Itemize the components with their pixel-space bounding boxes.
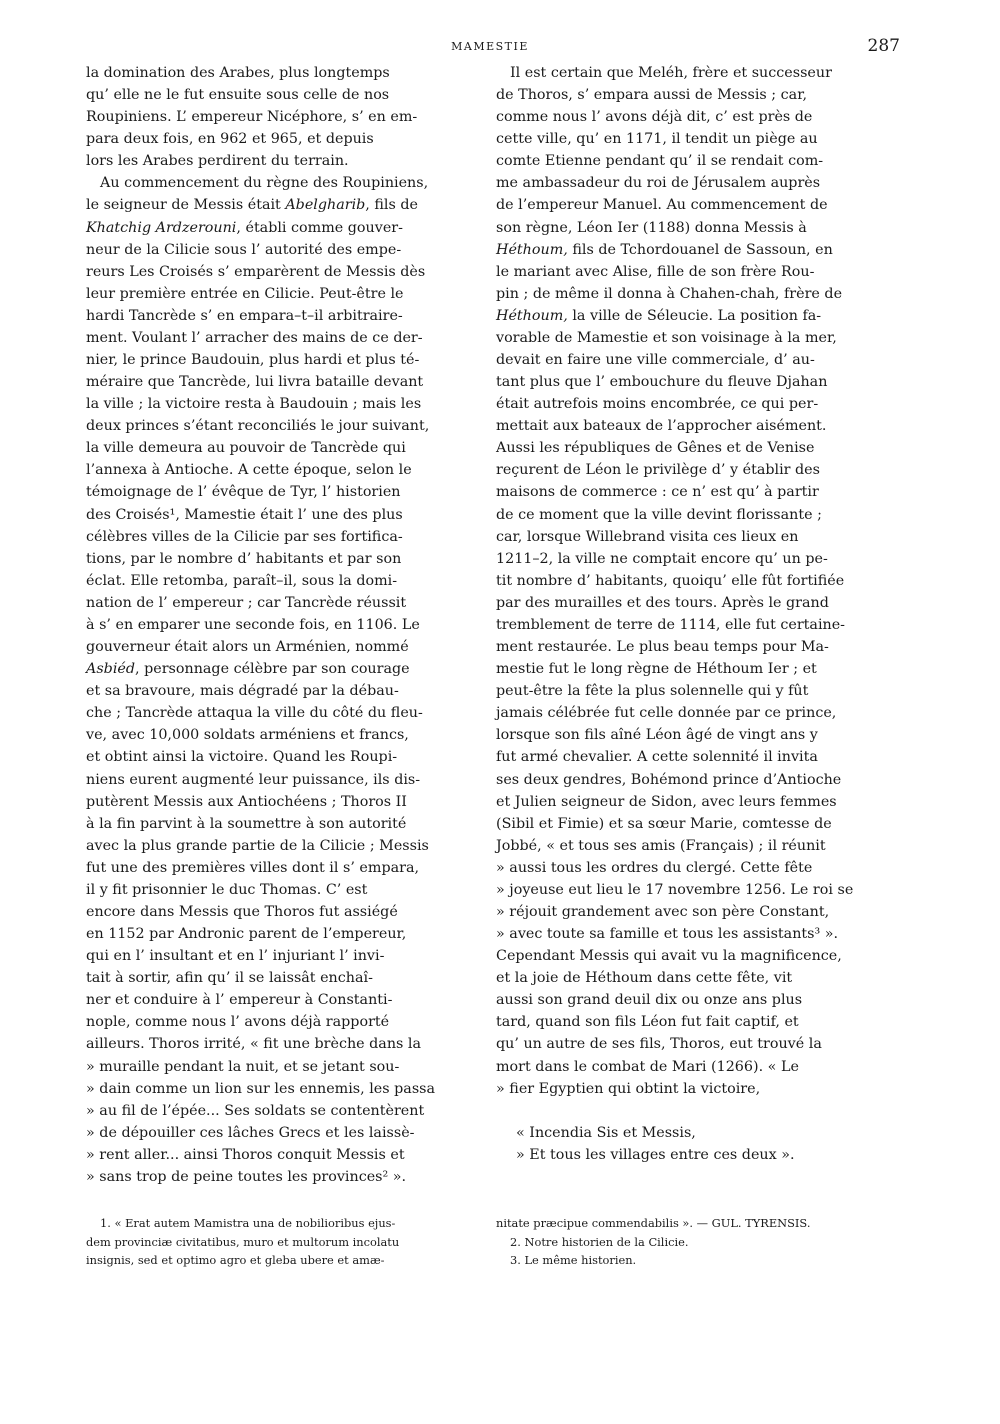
text-line: maisons de commerce : ce n’ est qu’ à partir — [496, 484, 819, 501]
text-line: la domination des Arabes, plus longtemps — [86, 65, 390, 81]
text-line: nier, le prince Baudouin, plus hardi et plus té- — [86, 352, 420, 369]
text-line: ment. Voulant l’ arracher des mains de ce der- — [86, 329, 423, 346]
text-line: » fier Egyptien qui obtint la victoire, — [496, 1080, 761, 1097]
text-line: ment restaurée. Le plus beau temps pour Ma- — [496, 639, 829, 656]
text-line: il y fit prisonnier le duc Thomas. C’ est — [86, 881, 368, 898]
text-line: qu’ un autre de ses fils, Thoros, eut trouvé la — [496, 1036, 822, 1053]
text-line: » rent aller... ainsi Thoros conquit Messis et — [86, 1146, 405, 1163]
text-line: lorsque son fils aîné Léon âgé de vingt ans y — [496, 727, 818, 744]
text-line: lors les Arabes perdirent du terrain. — [86, 153, 349, 170]
text-line: à la fin parvint à la soumettre à son autorité — [86, 815, 407, 832]
text-line: le seigneur de Messis était Abelgharib, fils de — [86, 197, 418, 214]
text-line: » muraille pendant la nuit, et se jetant sou- — [86, 1058, 400, 1075]
footnote-line: dem provinciæ civitatibus, muro et multorum incolatu — [86, 1234, 400, 1249]
text-line: » sans trop de peine toutes les provinces² ». — [86, 1168, 407, 1185]
text-line: tremblement de terre de 1114, elle fut certaine- — [496, 616, 846, 633]
text-line: de l’empereur Manuel. Au commencement de — [496, 197, 828, 214]
text-line: Au commencement du règne des Roupiniens, — [100, 175, 429, 192]
text-line: » réjouit grandement avec son père Constant, — [496, 903, 830, 920]
footnote-line: 1. « Erat autem Mamistra una de nobilioribus ejus- — [100, 1216, 396, 1230]
text-line: et sa bravoure, mais dégradé par la débau- — [86, 683, 399, 700]
text-line: encore dans Messis que Thoros fut assiégé — [86, 903, 398, 920]
text-line: cette ville, qu’ en 1171, il tendit un piège au — [496, 131, 818, 148]
text-line: » de dépouiller ces lâches Grecs et les laissè- — [86, 1124, 415, 1141]
footnote-line: insignis, sed et optimo agro et gleba ubere et amæ- — [86, 1253, 385, 1267]
text-line: devait en faire une ville commerciale, d’ au- — [496, 352, 815, 369]
text-line: tait à sortir, afin qu’ il se laissât enchaî- — [86, 970, 373, 987]
text-line: neur de la Cilicie sous l’ autorité des empe- — [86, 241, 402, 258]
text-line: vorable de Mamestie et son voisinage à la mer, — [496, 329, 837, 346]
text-line: et Julien seigneur de Sidon, avec leurs femmes — [496, 793, 837, 810]
verse-line: » Et tous les villages entre ces deux ». — [516, 1146, 795, 1163]
text-line: deux princes s’étant reconciliés le jour suivant, — [86, 418, 430, 435]
text-line: car, lorsque Willebrand visita ces lieux en — [496, 528, 799, 545]
text-line: de Thoros, s’ empara aussi de Messis ; car, — [496, 87, 808, 104]
text-line: reurs Les Croisés s’ emparèrent de Messis dès — [86, 263, 426, 280]
text-line: Roupiniens. L’ empereur Nicéphore, s’ en em- — [86, 109, 418, 126]
text-line: tard, quand son fils Léon fut fait captif, et — [496, 1014, 799, 1031]
text-line: tions, par le nombre d’ habitants et par son — [86, 550, 402, 567]
page-number: 287 — [867, 36, 900, 56]
text-line: célèbres villes de la Cilicie par ses fortifica- — [86, 528, 403, 545]
text-line: Cependant Messis qui avait vu la magnificence, — [496, 948, 842, 965]
text-line: tant plus que l’ embouchure du fleuve Djahan — [496, 374, 828, 391]
text-line: Khatchig Ardzerouni, établi comme gouver- — [86, 219, 403, 236]
text-line: Aussi les républiques de Gênes et de Venise — [496, 440, 815, 457]
text-line: » joyeuse eut lieu le 17 novembre 1256. Le roi se — [496, 881, 854, 898]
text-line: et obtint ainsi la victoire. Quand les Roupi- — [86, 749, 398, 766]
text-line: méraire que Tancrède, lui livra bataille devant — [86, 374, 424, 391]
text-line: peut-être la fête la plus solennelle qui y fût — [496, 683, 809, 700]
text-line: aussi son grand deuil dix ou onze ans plus — [496, 992, 803, 1009]
page-header — [80, 36, 900, 60]
text-line: mettait aux bateaux de l’approcher aisément. — [496, 418, 827, 435]
text-line: (Sibil et Fimie) et sa sœur Marie, comtesse de — [496, 815, 832, 832]
text-line: » aussi tous les ordres du clergé. Cette fête — [496, 859, 813, 876]
text-line: avec la plus grande partie de la Cilicie ; Messis — [86, 837, 429, 854]
text-line: Asbiéd, personnage célèbre par son courage — [86, 661, 410, 678]
text-line: éclat. Elle retomba, paraît–il, sous la domi- — [86, 572, 398, 589]
footnotes-left — [86, 1214, 476, 1270]
text-line: comte Etienne pendant qu’ il se rendait com- — [496, 153, 824, 170]
text-line: le mariant avec Alise, fille de son frère Rou- — [496, 263, 815, 280]
text-line: putèrent Messis aux Antiochéens ; Thoros II — [86, 793, 407, 810]
text-line: Il est certain que Meléh, frère et successeur — [510, 65, 832, 81]
text-line: de ce moment que la ville devint florissante ; — [496, 506, 822, 523]
text-line: leur première entrée en Cilicie. Peut-être le — [86, 285, 404, 302]
text-line: la ville ; la victoire resta à Baudouin ; mais les — [86, 396, 422, 413]
text-line: gouverneur était alors un Arménien, nommé — [86, 639, 409, 656]
text-line: mestie fut le long règne de Héthoum Ier ; et — [496, 661, 817, 678]
text-line: reçurent de Léon le privilège d’ y établir des — [496, 462, 820, 479]
text-line: pin ; de même il donna à Chahen-chah, frère de — [496, 285, 843, 302]
text-line: jamais célébrée fut celle donnée par ce prince, — [496, 705, 837, 722]
text-line: che ; Tancrède attaqua la ville du côté du fleu- — [86, 705, 423, 722]
text-line: ve, avec 10,000 soldats arméniens et francs, — [86, 727, 409, 744]
text-line: la ville demeura au pouvoir de Tancrède qui — [86, 440, 406, 457]
footnote-line: 2. Notre historien de la Cilicie. — [510, 1234, 689, 1249]
text-line: hardi Tancrède s’ en empara–t–il arbitraire- — [86, 307, 403, 324]
text-line: Héthoum, fils de Tchordouanel de Sassoun, en — [496, 241, 833, 258]
running-title: MAMESTIE — [451, 40, 529, 53]
text-line: para deux fois, en 962 et 965, et depuis — [86, 131, 374, 148]
right-column — [496, 62, 888, 1166]
verse-spacer — [496, 1100, 888, 1122]
text-line: Héthoum, la ville de Séleucie. La position fa- — [496, 307, 822, 324]
text-line: ses deux gendres, Bohémond prince d’Antioche — [496, 771, 842, 788]
text-line: Jobbé, « et tous ses amis (Français) ; il réunit — [496, 837, 826, 854]
text-line: tit nombre d’ habitants, quoiqu’ elle fût fortifiée — [496, 572, 845, 589]
text-line: fut armé chevalier. A cette solennité il invita — [496, 749, 818, 766]
footnote-line: nitate præcipue commendabilis ». — GUL. TYRENSIS. — [496, 1216, 811, 1230]
text-line: des Croisés¹, Mamestie était l’ une des plus — [86, 506, 403, 523]
text-line: à s’ en emparer une seconde fois, en 1106. Le — [86, 616, 420, 633]
text-line: et la joie de Héthoum dans cette fête, vit — [496, 970, 793, 987]
text-line: » dain comme un lion sur les ennemis, les passa — [86, 1080, 436, 1097]
text-line: était autrefois moins encombrée, ce qui per- — [496, 396, 819, 413]
text-line: nation de l’ empereur ; car Tancrède réussit — [86, 594, 407, 611]
verse-line: « Incendia Sis et Messis, — [516, 1124, 696, 1141]
text-line: mort dans le combat de Mari (1266). « Le — [496, 1058, 799, 1075]
text-line: son règne, Léon Ier (1188) donna Messis à — [496, 219, 807, 236]
text-line: l’annexa à Antioche. A cette époque, selon le — [86, 462, 412, 479]
text-line: ner et conduire à l’ empereur à Constanti- — [86, 992, 393, 1009]
text-line: témoignage de l’ évêque de Tyr, l’ historien — [86, 484, 401, 501]
text-line: qu’ elle ne le fut ensuite sous celle de nos — [86, 87, 390, 104]
text-line: » avec toute sa famille et tous les assistants³ ». — [496, 926, 839, 943]
text-line: niens eurent augmenté leur puissance, ils dis- — [86, 771, 421, 788]
text-line: ailleurs. Thoros irrité, « fit une brèche dans la — [86, 1036, 422, 1053]
text-line: par des murailles et des tours. Après le grand — [496, 594, 829, 611]
text-line: qui en l’ insultant et en l’ injuriant l’ invi- — [86, 948, 385, 965]
text-line: nople, comme nous l’ avons déjà rapporté — [86, 1014, 390, 1031]
footnote-line: 3. Le même historien. — [510, 1253, 637, 1267]
text-line: 1211–2, la ville ne comptait encore qu’ un pe- — [496, 550, 828, 567]
text-line: en 1152 par Andronic parent de l’empereur, — [86, 926, 407, 943]
footnotes-right — [496, 1214, 888, 1270]
text-line: comme nous l’ avons déjà dit, c’ est près de — [496, 109, 813, 126]
text-line: me ambassadeur du roi de Jérusalem auprès — [496, 175, 821, 192]
text-line: » au fil de l’épée... Ses soldats se contentèrent — [86, 1102, 425, 1119]
left-column — [86, 62, 476, 1188]
text-line: fut une des premières villes dont il s’ empara, — [86, 859, 420, 876]
